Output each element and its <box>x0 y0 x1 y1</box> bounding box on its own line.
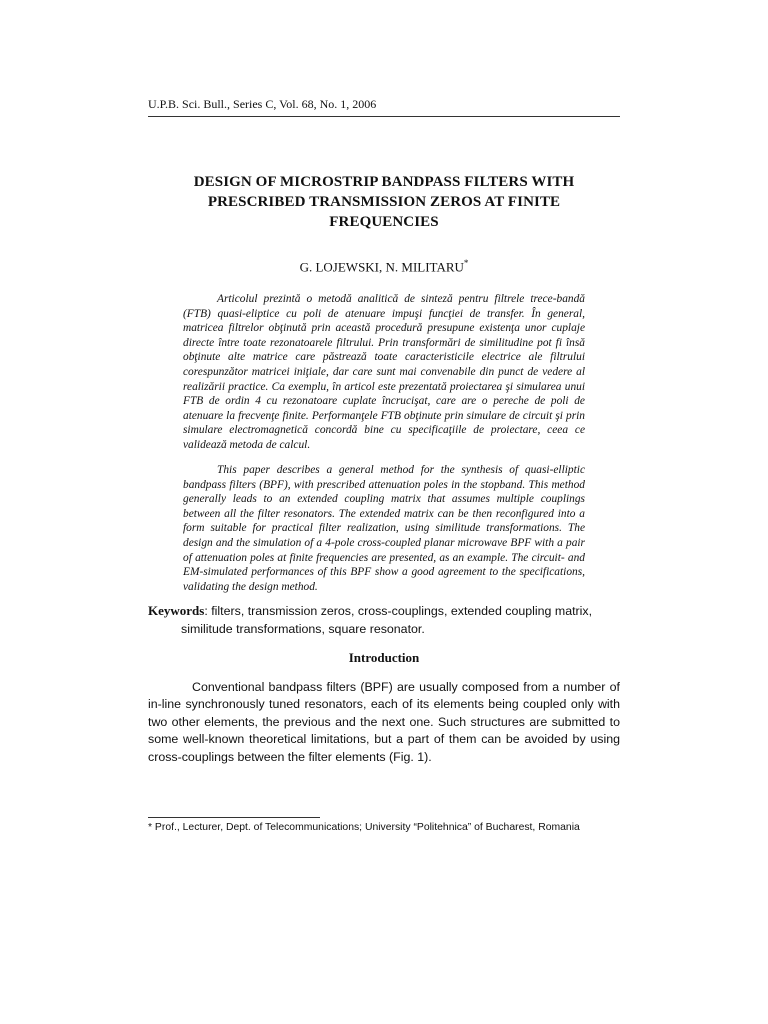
author-footnote-mark: * <box>463 258 469 268</box>
keywords-section <box>148 602 628 638</box>
authors <box>148 258 620 275</box>
abstract-english: This paper describes a general method for the synthesis of quasi-elliptic bandpass filters (BPF), with prescribed attenuation poles in the stopband. This method generally leads to an extended coupling matrix that assumes multiple couplings between all the filter resonators. The extended matrix can be then reconfigured into a form suitable for practical filter realization, using similitude transformations. The design and the simulation of a 4-pole cross-coupled planar microwave BPF with a pair of attenuation poles at finite frequencies are presented, as an example. The circuit- and EM-simulated performances of this BPF show a good agreement to the specifications, validating the design method. <box>183 464 585 593</box>
title-line: FREQUENCIES <box>329 214 439 230</box>
introduction-paragraph: Conventional bandpass filters (BPF) are usually composed from a number of in-line synchronously tuned resonators, each of its elements being coupled only with two other elements, the previous and the next one. Such structures are submitted to some well-known theoretical limitations, but a part of them can be avoided by using cross-couplings between the filter elements (Fig. 1). <box>148 680 620 764</box>
footnote-divider <box>148 817 320 818</box>
title-line: PRESCRIBED TRANSMISSION ZEROS AT FINITE <box>207 194 561 210</box>
title-line: DESIGN OF MICROSTRIP BANDPASS FILTERS WITH <box>193 174 575 190</box>
paper-title <box>148 172 620 232</box>
keywords-line <box>148 602 628 620</box>
author-names: G. LOJEWSKI, N. MILITARU <box>299 259 464 275</box>
section-heading-introduction: Introduction <box>348 650 420 665</box>
journal-header: U.P.B. Sci. Bull., Series C, Vol. 68, No. 1, 2006 <box>148 97 620 117</box>
keywords-list: : filters, transmission zeros, cross-couplings, extended coupling matrix, <box>204 604 593 618</box>
keywords-label: Keywords <box>148 603 205 618</box>
footnote: * Prof., Lecturer, Dept. of Telecommunications; University “Politehnica” of Bucharest, Romania <box>148 822 580 833</box>
abstract-romanian: Articolul prezintă o metodă analitică de sinteză pentru filtrele trece-bandă (FTB) quasi-eliptice cu poli de atenuare impuşi funcţiei de transfer. În general, matricea filtrelor obţinută prin această procedură presupune existenţa unor cuplaje directe între toate rezonatoarele filtrului. Prin transformări de similitudine pot fi însă obţinute alte matrice care păstrează toate caracteristicile electrice ale filtrului corespunzător matricei iniţiale, dar care sunt mai convenabile din punct de vedere al realizării practice. Ca exemplu, în articol este prezentată proiectarea şi simularea unui FTB de ordin 4 cu rezonatoare cuplate încrucişat, care are o pereche de poli de atenuare la frecvenţe finite. Performanţele FTB obţinute prin simulare de circuit şi prin simulare electromagnetică concordă bine cu specificaţiile de proiectare, ceea ce validează metoda de calcul. <box>183 293 585 451</box>
keywords-list-continued: similitude transformations, square resonator. <box>181 622 425 636</box>
